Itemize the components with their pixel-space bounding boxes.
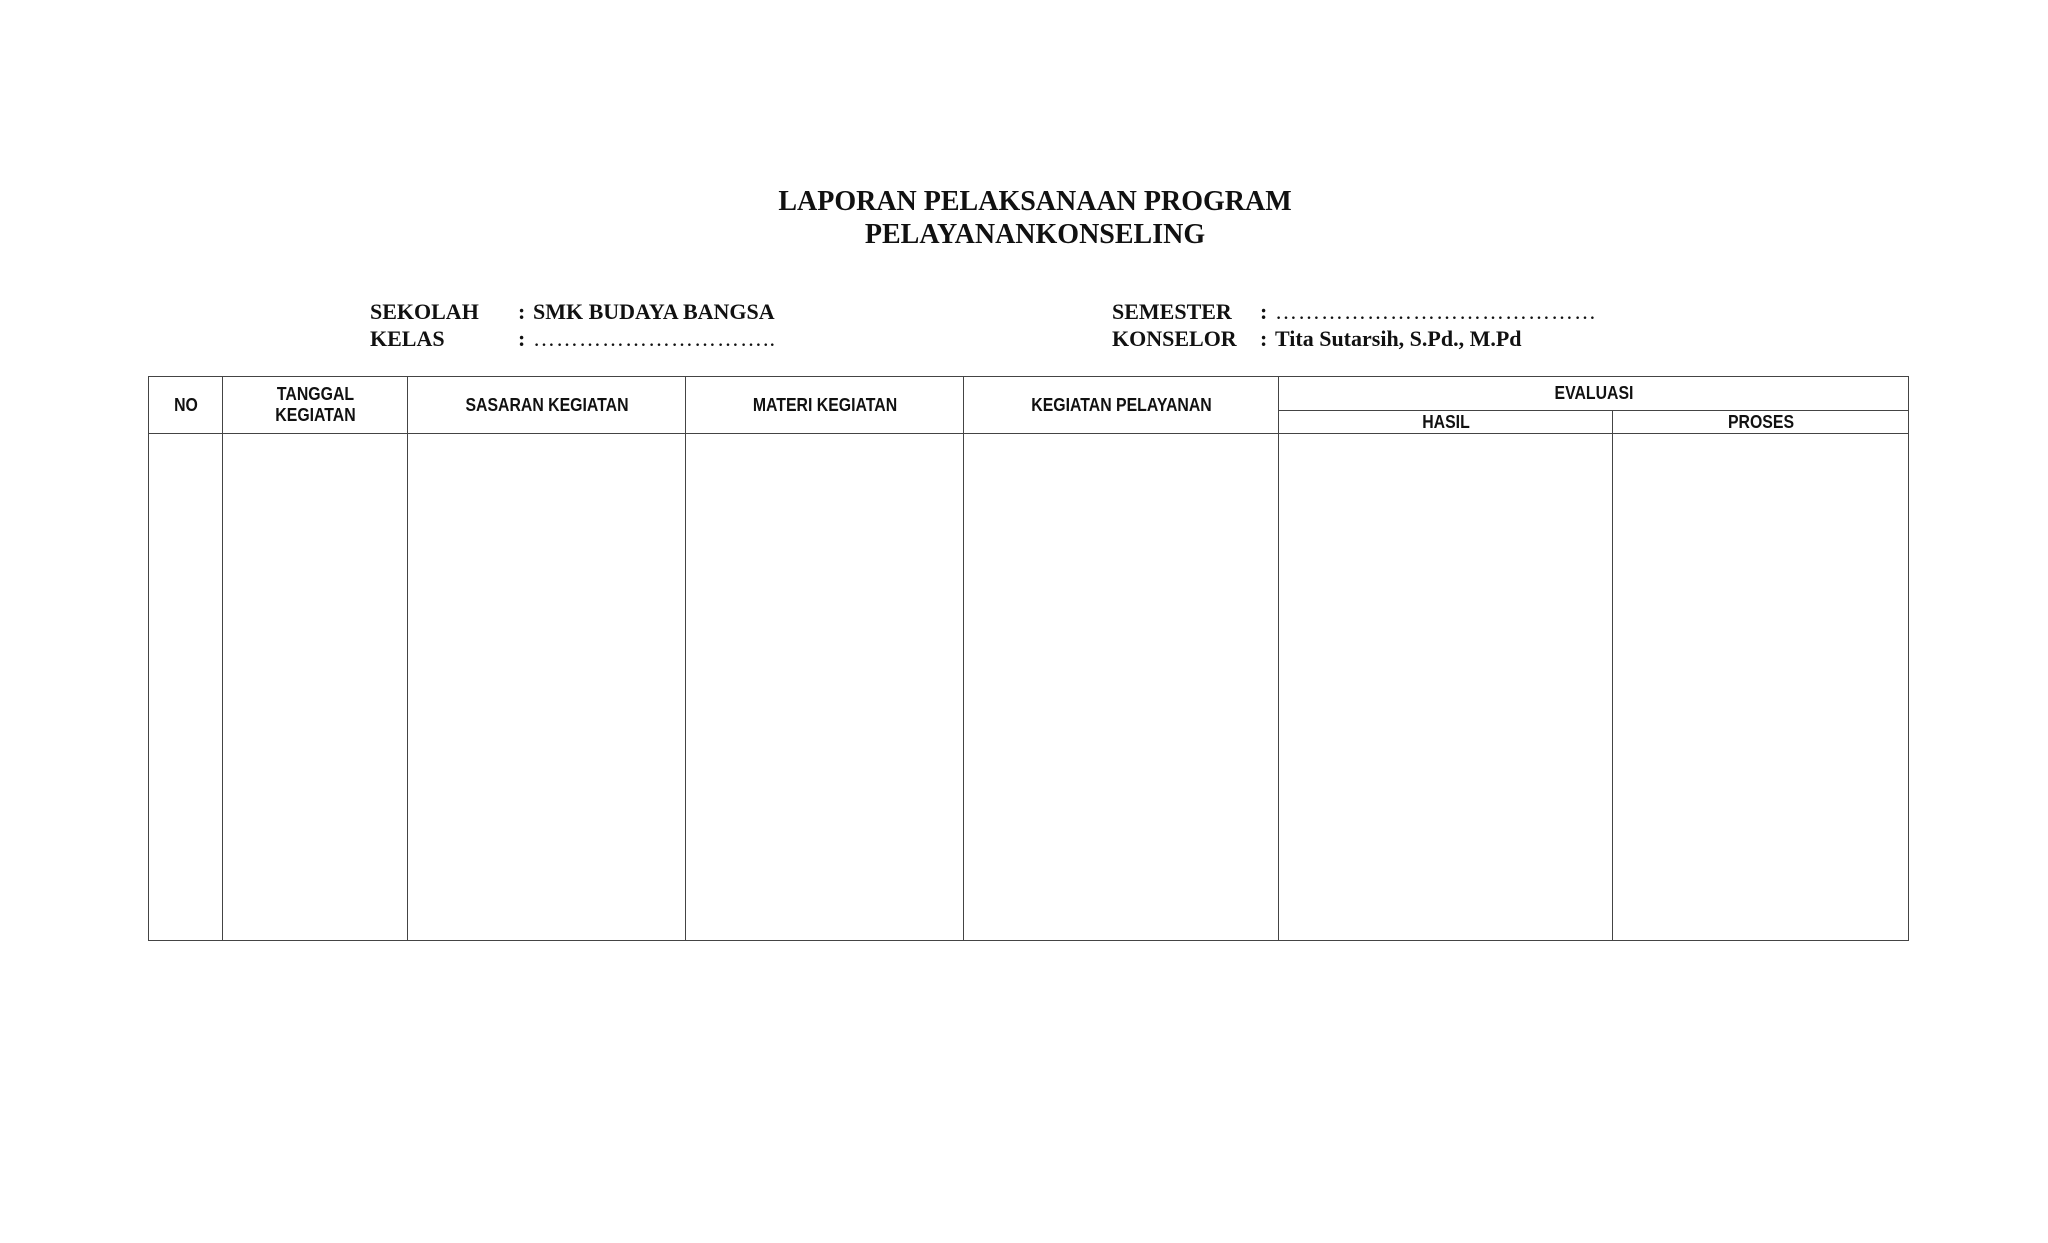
- info-right-block: [1112, 298, 1632, 358]
- cell-proses[interactable]: [1613, 434, 1909, 941]
- document-subtitle: PELAYANANKONSELING: [864, 219, 1206, 250]
- class-separator: :: [518, 326, 526, 351]
- school-value: SMK BUDAYA BANGSA: [533, 299, 775, 324]
- header-hasil: HASIL: [1299, 411, 1593, 434]
- cell-pelayanan[interactable]: [964, 434, 1279, 941]
- cell-hasil[interactable]: [1279, 434, 1613, 941]
- class-value: …………………………..: [533, 326, 776, 351]
- header-sasaran-kegiatan: SASARAN KEGIATAN: [424, 377, 669, 434]
- info-left-block: [370, 298, 870, 358]
- header-no: NO: [153, 377, 218, 434]
- header-tanggal-kegiatan: TANGGAL KEGIATAN: [234, 377, 397, 434]
- cell-no[interactable]: [149, 434, 223, 941]
- cell-materi[interactable]: [686, 434, 964, 941]
- header-kegiatan-pelayanan: KEGIATAN PELAYANAN: [982, 377, 1259, 434]
- report-table: [148, 376, 1909, 941]
- document-title: LAPORAN PELAKSANAAN PROGRAM: [778, 186, 1292, 217]
- semester-separator: :: [1260, 299, 1268, 324]
- table-row: [149, 434, 1909, 941]
- semester-value: ……………………………………: [1275, 299, 1597, 324]
- semester-label: SEMESTER: [1112, 299, 1232, 324]
- school-label: SEKOLAH: [370, 299, 479, 324]
- counselor-separator: :: [1260, 326, 1268, 351]
- class-label: KELAS: [370, 326, 445, 351]
- counselor-label: KONSELOR: [1112, 326, 1237, 351]
- cell-sasaran[interactable]: [408, 434, 686, 941]
- school-separator: :: [518, 299, 526, 324]
- header-proses: PROSES: [1630, 411, 1890, 434]
- cell-tanggal[interactable]: [223, 434, 408, 941]
- counselor-value: Tita Sutarsih, S.Pd., M.Pd: [1275, 326, 1522, 351]
- header-materi-kegiatan: MATERI KEGIATAN: [702, 377, 947, 434]
- header-evaluasi: EVALUASI: [1316, 377, 1870, 411]
